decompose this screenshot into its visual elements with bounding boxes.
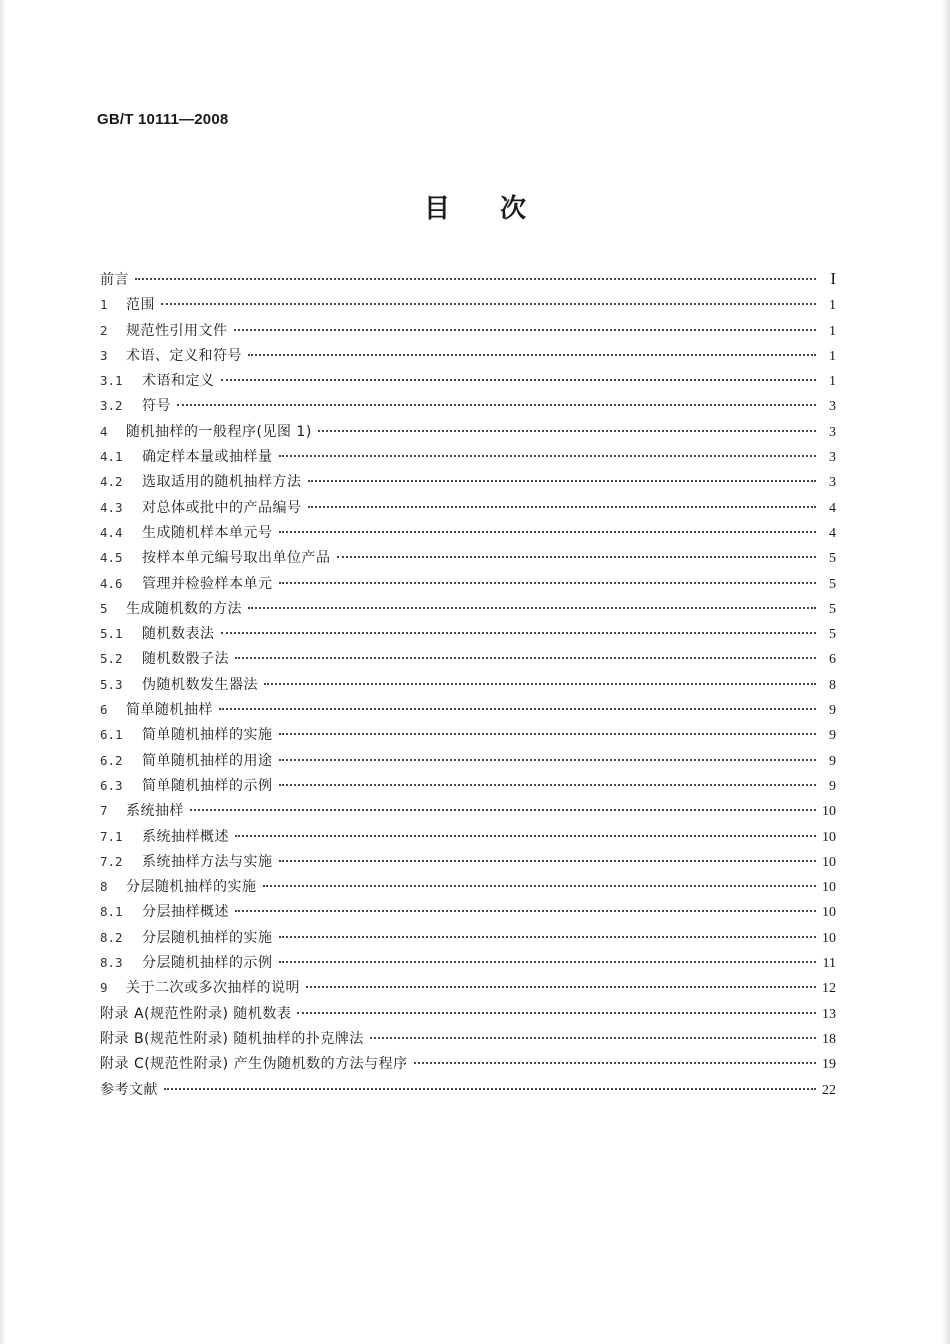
toc-leader-dots xyxy=(279,922,817,938)
toc-entry-title: 随机数骰子法 xyxy=(142,651,229,668)
toc-entry-number: 5 xyxy=(100,600,108,616)
toc-entry-title: 生成随机数的方法 xyxy=(126,600,242,617)
toc-leader-dots xyxy=(297,998,816,1014)
toc-leader-dots xyxy=(264,669,816,685)
toc-entry-title: 附录 B(规范性附录) 随机抽样的扑克牌法 xyxy=(100,1030,364,1047)
toc-leader-dots xyxy=(306,972,816,988)
toc-entry-title: 简单随机抽样 xyxy=(126,702,213,719)
toc-entry-page: 9 xyxy=(829,778,836,794)
toc-entry-number: 4.2 xyxy=(100,474,123,490)
toc-entry-title: 系统抽样方法与实施 xyxy=(142,853,273,870)
toc-entry-number: 7.2 xyxy=(100,853,123,869)
toc-leader-dots xyxy=(263,871,817,887)
toc-entry-title: 分层随机抽样的实施 xyxy=(142,929,273,946)
toc-leader-dots xyxy=(248,340,816,356)
toc-entry-page: 3 xyxy=(829,424,836,440)
toc-leader-dots xyxy=(318,416,816,432)
toc-entry-number: 3.2 xyxy=(100,398,123,414)
toc-entry-number: 4.3 xyxy=(100,499,123,515)
toc-entry-number: 8.3 xyxy=(100,955,123,971)
toc-leader-dots xyxy=(279,441,817,457)
toc-leader-dots xyxy=(161,289,816,305)
toc-leader-dots xyxy=(235,896,816,912)
toc-entry-number: 2 xyxy=(100,322,108,338)
toc-entry-number: 8 xyxy=(100,879,108,895)
toc-entry-page: 6 xyxy=(829,652,836,668)
toc-entry-page: 3 xyxy=(829,475,836,491)
toc-leader-dots xyxy=(279,846,817,862)
toc-entry-title: 随机抽样的一般程序(见图 1) xyxy=(126,423,312,440)
toc-entry-number: 4.6 xyxy=(100,575,123,591)
toc-entry-page: 12 xyxy=(822,981,836,997)
toc-leader-dots xyxy=(279,745,817,761)
toc-entry-page: 10 xyxy=(822,905,836,921)
toc-entry-page: 18 xyxy=(822,1031,836,1047)
toc-entry-page: 4 xyxy=(829,500,836,516)
toc-entry-number: 8.1 xyxy=(100,904,123,920)
toc-leader-dots xyxy=(221,365,817,381)
toc-entry-number: 6.1 xyxy=(100,727,123,743)
toc-entry-number: 9 xyxy=(100,980,108,996)
toc-entry-page: 19 xyxy=(822,1057,836,1073)
toc-title: 目次 xyxy=(423,194,576,224)
toc-entry-number: 6.2 xyxy=(100,752,123,768)
toc-entry-number: 3.1 xyxy=(100,373,123,389)
toc-leader-dots xyxy=(248,593,816,609)
toc-entry-number: 4 xyxy=(100,423,108,439)
toc-leader-dots xyxy=(414,1048,816,1064)
toc-entry-number: 6.3 xyxy=(100,777,123,793)
toc-entry-title: 前言 xyxy=(100,272,129,288)
toc-entry-page: 11 xyxy=(822,956,836,972)
toc-leader-dots xyxy=(279,947,817,963)
toc-entry-page: 5 xyxy=(829,601,836,617)
toc-entry-page: 3 xyxy=(829,450,836,466)
toc-leader-dots xyxy=(234,315,817,331)
toc-leader-dots xyxy=(164,1074,816,1090)
toc-leader-dots xyxy=(370,1023,816,1039)
standard-code: GB/T 10111—2008 xyxy=(97,111,229,128)
toc-leader-dots xyxy=(219,694,816,710)
toc-entry[interactable] xyxy=(100,1078,836,1103)
toc-entry-title: 规范性引用文件 xyxy=(126,322,228,339)
toc-leader-dots xyxy=(308,466,817,482)
toc-leader-dots xyxy=(190,795,816,811)
toc-leader-dots xyxy=(177,390,816,406)
toc-entry-page: 1 xyxy=(829,298,836,314)
toc-entry-number: 8.2 xyxy=(100,929,123,945)
toc-leader-dots xyxy=(337,542,817,558)
toc-entry-title: 范围 xyxy=(126,297,155,314)
toc-entry-title: 简单随机抽样的用途 xyxy=(142,752,273,769)
toc-entry-page: 13 xyxy=(822,1006,836,1022)
toc-leader-dots xyxy=(235,821,816,837)
toc-entry-title: 分层随机抽样的实施 xyxy=(126,879,257,896)
table-of-contents xyxy=(100,268,836,1103)
toc-entry-page: 1 xyxy=(829,348,836,364)
toc-entry-page: 10 xyxy=(822,930,836,946)
toc-entry-number: 5.1 xyxy=(100,626,123,642)
toc-entry-title: 符号 xyxy=(142,398,171,415)
toc-entry-title: 附录 A(规范性附录) 随机数表 xyxy=(100,1005,292,1022)
toc-leader-dots xyxy=(221,618,817,634)
toc-entry-number: 4.4 xyxy=(100,524,123,540)
toc-entry-title: 随机数表法 xyxy=(142,626,215,643)
toc-entry-number: 6 xyxy=(100,702,108,718)
toc-entry-page: 10 xyxy=(822,880,836,896)
toc-entry-page: 22 xyxy=(822,1082,836,1098)
toc-entry-title: 简单随机抽样的示例 xyxy=(142,777,273,794)
toc-entry-page: I xyxy=(830,269,836,288)
toc-leader-dots xyxy=(279,719,817,735)
toc-entry-page: 1 xyxy=(829,323,836,339)
toc-entry-title: 分层随机抽样的示例 xyxy=(142,955,273,972)
toc-entry-page: 10 xyxy=(822,804,836,820)
toc-entry-title: 对总体或批中的产品编号 xyxy=(142,499,302,516)
toc-entry-number: 5.3 xyxy=(100,676,123,692)
toc-entry-page: 10 xyxy=(822,829,836,845)
toc-entry-page: 9 xyxy=(829,703,836,719)
toc-entry-title: 确定样本量或抽样量 xyxy=(142,449,273,466)
toc-entry-title: 简单随机抽样的实施 xyxy=(142,727,273,744)
toc-entry-title: 系统抽样 xyxy=(126,803,184,820)
toc-entry-page: 5 xyxy=(829,576,836,592)
toc-entry-number: 7.1 xyxy=(100,828,123,844)
toc-entry-title: 分层抽样概述 xyxy=(142,904,229,921)
toc-entry-title: 选取适用的随机抽样方法 xyxy=(142,474,302,491)
toc-entry-page: 1 xyxy=(829,374,836,390)
toc-entry-title: 生成随机样本单元号 xyxy=(142,524,273,541)
toc-leader-dots xyxy=(308,492,817,508)
toc-entry-page: 10 xyxy=(822,854,836,870)
toc-entry-number: 3 xyxy=(100,347,108,363)
toc-entry-title: 关于二次或多次抽样的说明 xyxy=(126,980,300,997)
toc-leader-dots xyxy=(279,517,817,533)
toc-entry-page: 9 xyxy=(829,753,836,769)
toc-entry-page: 3 xyxy=(829,399,836,415)
toc-entry-number: 7 xyxy=(100,803,108,819)
toc-entry-number: 4.1 xyxy=(100,449,123,465)
toc-entry-page: 5 xyxy=(829,551,836,567)
toc-entry-title: 参考文献 xyxy=(100,1081,158,1098)
toc-entry-title: 术语和定义 xyxy=(142,373,215,390)
toc-entry-title: 管理并检验样本单元 xyxy=(142,575,273,592)
toc-entry-number: 5.2 xyxy=(100,651,123,667)
toc-entry-title: 按样本单元编号取出单位产品 xyxy=(142,550,331,567)
toc-entry-title: 伪随机数发生器法 xyxy=(142,676,258,693)
toc-entry-page: 9 xyxy=(829,728,836,744)
toc-entry-title: 术语、定义和符号 xyxy=(126,347,242,364)
toc-entry-number: 1 xyxy=(100,297,108,313)
toc-entry-title: 附录 C(规范性附录) 产生伪随机数的方法与程序 xyxy=(100,1056,408,1073)
toc-entry-page: 8 xyxy=(829,677,836,693)
toc-entry-title: 系统抽样概述 xyxy=(142,828,229,845)
toc-entry-page: 5 xyxy=(829,627,836,643)
toc-entry-page: 4 xyxy=(829,525,836,541)
toc-entry-number: 4.5 xyxy=(100,550,123,566)
toc-leader-dots xyxy=(279,770,817,786)
toc-leader-dots xyxy=(235,643,816,659)
toc-leader-dots xyxy=(279,568,817,584)
toc-leader-dots xyxy=(135,264,816,280)
